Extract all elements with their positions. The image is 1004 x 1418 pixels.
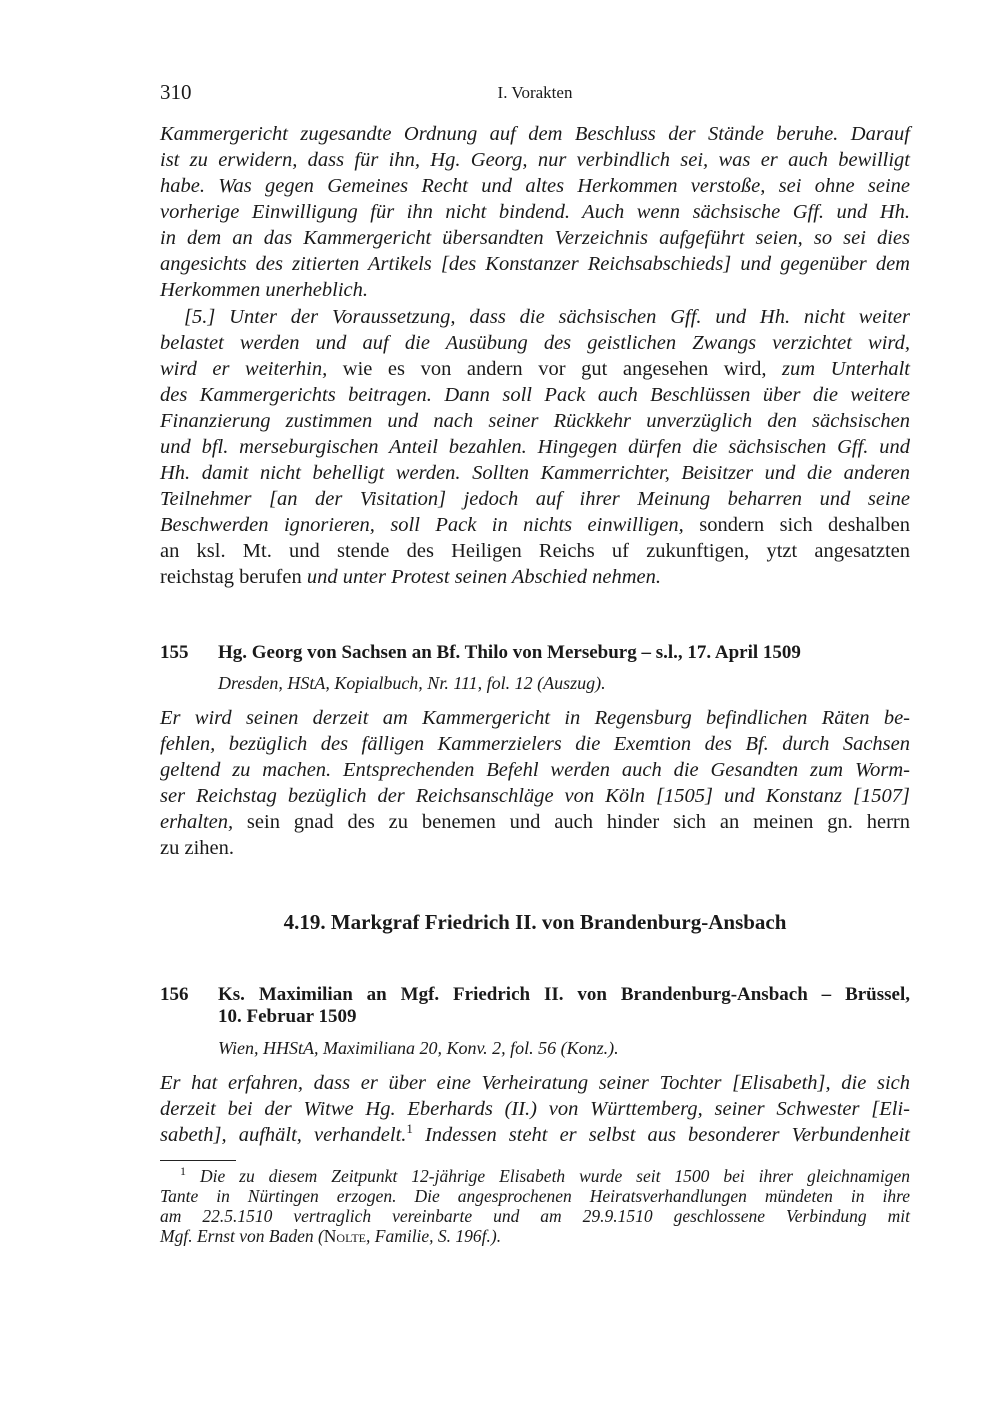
document-title: Hg. Georg von Sachsen an Bf. Thilo von Merseburg – s.l., 17. April 1509 bbox=[218, 642, 801, 663]
quoted-source-span: reichstag berufen bbox=[160, 566, 307, 588]
text-span: sabeth], aufhält, verhandelt. bbox=[160, 1124, 407, 1146]
document-number: 155 bbox=[160, 642, 189, 663]
document-156-heading bbox=[160, 984, 910, 1028]
text-line: geltend zu machen. Entsprechenden Befehl werden auch die Gesandten zum Worm- bbox=[160, 759, 910, 781]
text-line: angesichts des zitierten Artikels [des Konstanzer Reichsabschieds] und gegenüber dem bbox=[160, 253, 910, 275]
text-line bbox=[160, 1122, 910, 1148]
quoted-source-span: wie es von andern vor gut angesehen wird, bbox=[327, 358, 783, 380]
text-line bbox=[160, 1166, 910, 1186]
text-line: Herkommen unerheblich. bbox=[160, 279, 368, 301]
text-line: habe. Was gegen Gemeines Recht und altes Herkommen verstoße, sei ohne seine bbox=[160, 175, 910, 197]
italic-span: und unter Protest seinen Abschied nehmen. bbox=[306, 566, 661, 588]
italic-span: erhalten, bbox=[160, 811, 234, 833]
footnote-rule bbox=[160, 1160, 236, 1161]
text-line bbox=[160, 356, 910, 382]
text-line bbox=[160, 564, 910, 590]
document-number: 156 bbox=[160, 984, 189, 1005]
section-heading: 4.19. Markgraf Friedrich II. von Brandenburg-Ansbach bbox=[283, 910, 787, 934]
text-line: fehlen, bezüglich des fälligen Kammerzielers die Exemtion des Bf. durch Sachsen bbox=[160, 733, 910, 755]
text-line: Er hat erfahren, dass er über eine Verheiratung seiner Tochter [Elisabeth], die sich bbox=[160, 1072, 910, 1094]
text-line: ser Reichstag bezüglich der Reichsanschläge von Köln [1505] und Konstanz [1507] bbox=[160, 785, 910, 807]
document-155-heading bbox=[160, 642, 910, 664]
text-line: derzeit bei der Witwe Hg. Eberhards (II.) von Württemberg, seiner Schwester [Eli- bbox=[160, 1098, 910, 1120]
text-line: Hh. damit nicht behelligt werden. Sollten Kammerrichter, Beisitzer und die anderen bbox=[160, 462, 910, 484]
document-title-line-2: 10. Februar 1509 bbox=[218, 1006, 357, 1027]
text-line: Teilnehmer [an der Visitation] jedoch auf ihrer Meinung beharren und seine bbox=[160, 488, 910, 510]
paragraph-5 bbox=[160, 304, 910, 590]
document-155-body bbox=[160, 705, 910, 861]
document-155-source: Dresden, HStA, Kopialbuch, Nr. 111, fol. 12 (Auszug). bbox=[218, 673, 606, 693]
text-line: an ksl. Mt. und stende des Heiligen Reichs uf zukunftigen, ytzt angesatzten bbox=[160, 540, 910, 562]
text-line: [5.] Unter der Voraussetzung, dass die sächsischen Gff. und Hh. nicht weiter bbox=[184, 306, 910, 328]
continuation-paragraph bbox=[160, 121, 910, 303]
text-line: und bfl. merseburgischen Anteil bezahlen. Hingegen dürfen die sächsischen Gff. und bbox=[160, 436, 910, 458]
quoted-source-span: sondern sich deshalben bbox=[683, 514, 910, 536]
text-line: zu zihen. bbox=[160, 837, 234, 859]
italic-span: Beschwerden ignorieren, soll Pack in nichts einwilligen, bbox=[160, 514, 684, 536]
text-line: Tante in Nürtingen erzogen. Die angesprochenen Heiratsverhandlungen mündeten in ihre bbox=[160, 1186, 910, 1206]
text-line: am 22.5.1510 vertraglich vereinbarte und am 29.9.1510 geschlossene Verbindung mit bbox=[160, 1206, 910, 1226]
page-header bbox=[160, 80, 910, 106]
text-line: des Kammergerichts beitragen. Dann soll Pack auch Beschlüssen über die weitere bbox=[160, 384, 910, 406]
document-156-source: Wien, HHStA, Maximiliana 20, Konv. 2, fol. 56 (Konz.). bbox=[218, 1038, 619, 1058]
text-line: Er wird seinen derzeit am Kammergericht in Regensburg befindlichen Räten be- bbox=[160, 707, 910, 729]
quoted-source-span: sein gnad des zu benemen und auch hinder sich an meinen gn. herrn bbox=[233, 811, 910, 833]
footnote-marker: 1 bbox=[180, 1164, 186, 1179]
footnote-reference[interactable]: 1 bbox=[406, 1121, 413, 1137]
text-line: Kammergericht zugesandte Ordnung auf dem Beschluss der Stände beruhe. Darauf bbox=[160, 123, 910, 145]
footnote-1 bbox=[160, 1166, 910, 1246]
text-line bbox=[160, 1226, 910, 1246]
text-span: , Familie, S. 196f.). bbox=[366, 1226, 502, 1246]
text-line: belastet werden und auf die Ausübung des geistlichen Zwangs verzichtet wird, bbox=[160, 332, 910, 354]
document-156-body bbox=[160, 1070, 910, 1148]
italic-span: wird er weiterhin, bbox=[160, 358, 328, 380]
text-line bbox=[160, 809, 910, 835]
text-span: Indessen steht er selbst aus besonderer Verbundenheit bbox=[412, 1124, 910, 1146]
page-number: 310 bbox=[160, 80, 192, 104]
text-line: Finanzierung zustimmen und nach seiner Rückkehr unverzüglich den sächsischen bbox=[160, 410, 910, 432]
running-title: I. Vorakten bbox=[497, 83, 573, 102]
author-name: Nolte bbox=[323, 1226, 366, 1246]
text-span: Mgf. Ernst von Baden ( bbox=[160, 1226, 324, 1246]
document-title-line-1: Ks. Maximilian an Mgf. Friedrich II. von Brandenburg-Ansbach – Brüssel, bbox=[218, 984, 910, 1005]
text-line: vorherige Einwilligung für ihn nicht bindend. Auch wenn sächsische Gff. und Hh. bbox=[160, 201, 910, 223]
text-line bbox=[160, 512, 910, 538]
text-line: ist zu erwidern, dass für ihn, Hg. Georg, nur verbindlich sei, was er auch bewilligt bbox=[160, 149, 910, 171]
italic-span: zum Unterhalt bbox=[782, 358, 910, 380]
text-line: in dem an das Kammergericht übersandten Verzeichnis aufgeführt seien, so sei dies bbox=[160, 227, 910, 249]
text-span: Die zu diesem Zeitpunkt 12-jährige Elisabeth wurde seit 1500 bei ihrer gleichnamigen bbox=[199, 1166, 911, 1186]
